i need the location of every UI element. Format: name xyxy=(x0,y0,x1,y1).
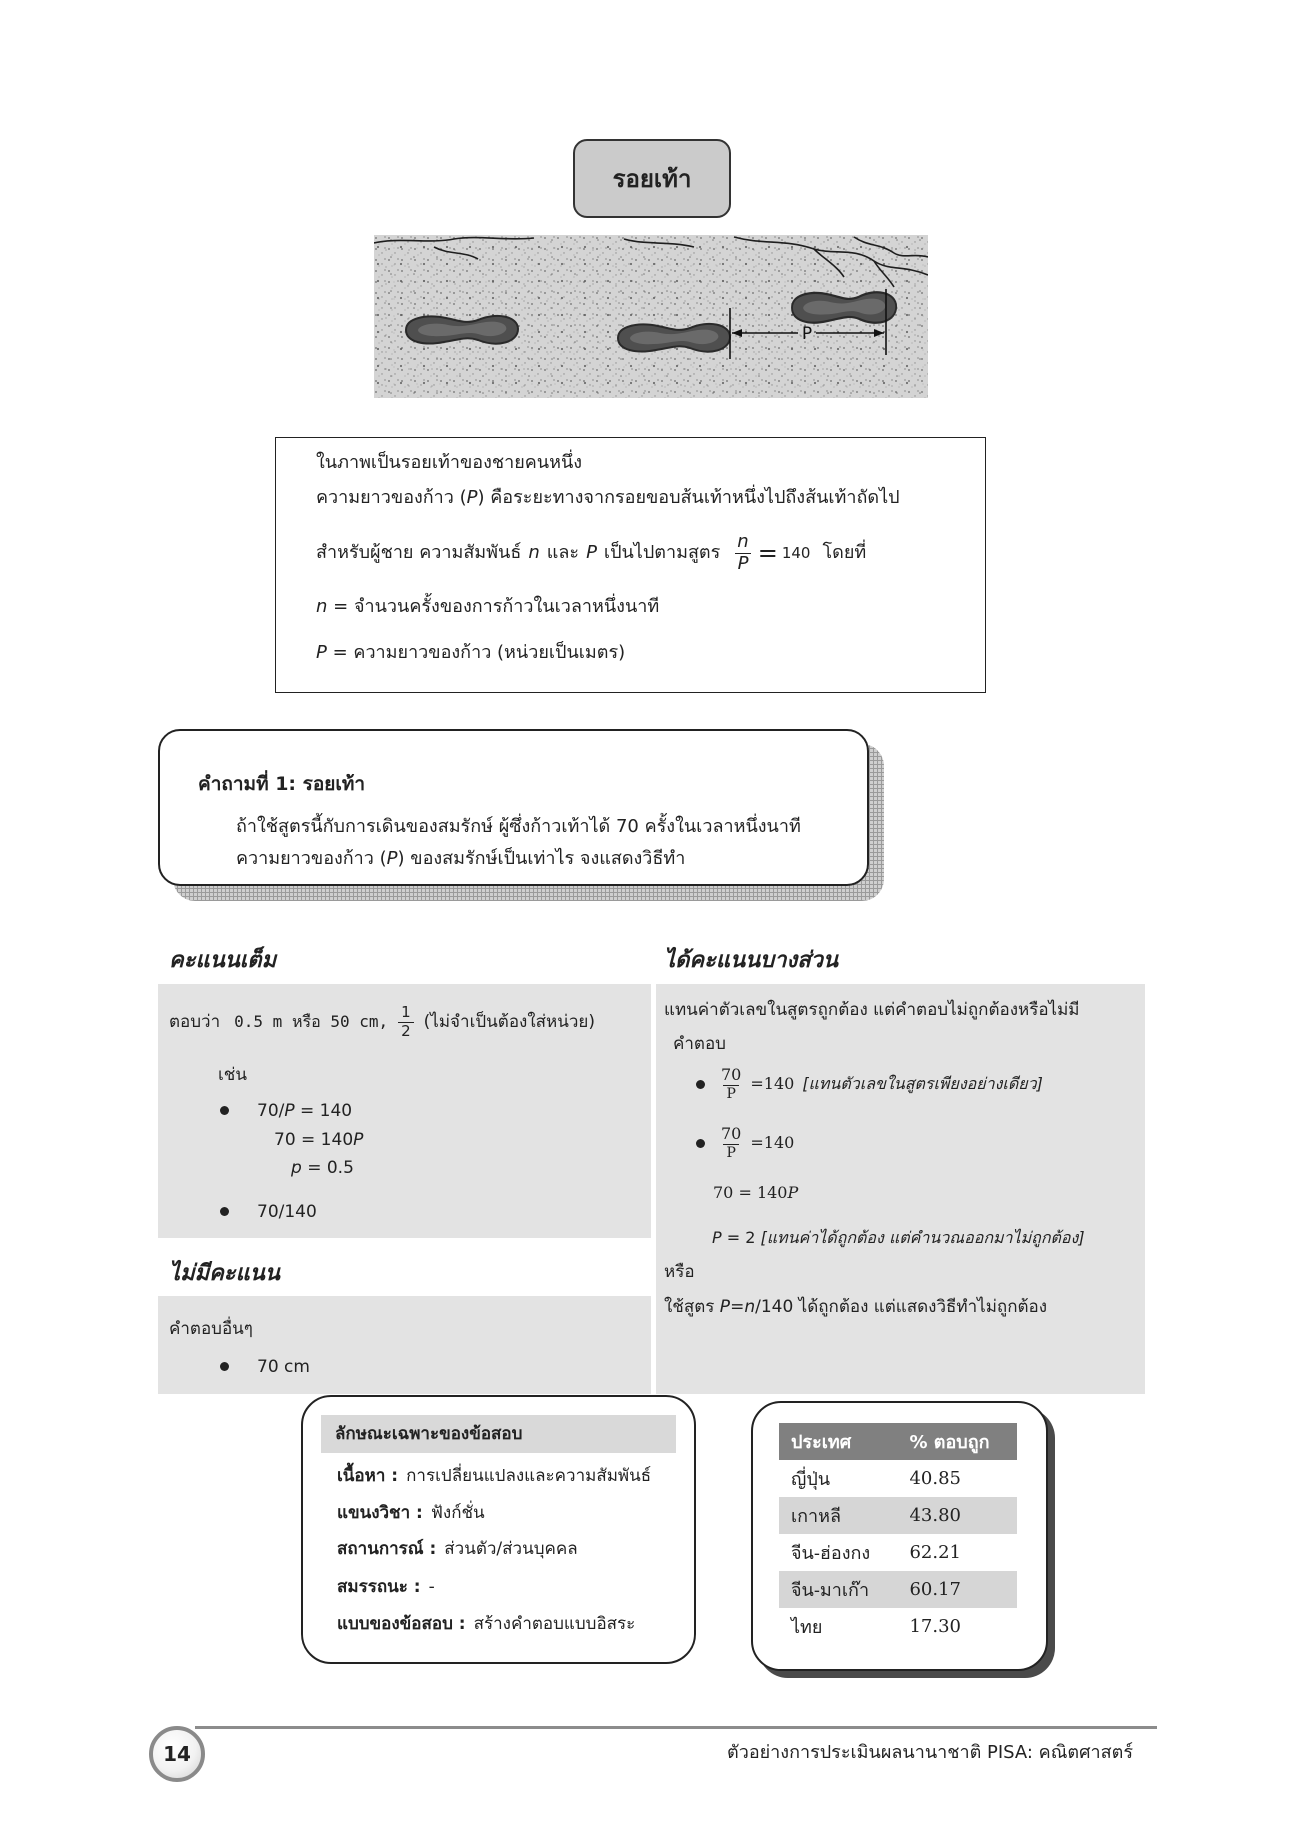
variable-p: P xyxy=(719,1297,731,1317)
table-row xyxy=(779,1571,1017,1608)
variable-p: P xyxy=(353,1130,364,1150)
no-credit-box xyxy=(158,1296,651,1394)
alt-text: ใช้สูตร xyxy=(664,1297,720,1317)
fraction-denominator: P xyxy=(723,1144,738,1161)
item-characteristics-header: ลักษณะเฉพาะของข้อสอบ xyxy=(321,1415,676,1453)
variable-p: P xyxy=(284,1101,295,1121)
intro-text: ความยาวของก้าว ( xyxy=(316,487,467,508)
example-1-line-1 xyxy=(257,1098,352,1124)
partial-bullet-2-line-3 xyxy=(712,1225,1085,1251)
country-cell: จีน-ฮ่องกง xyxy=(791,1543,871,1564)
full-credit-heading: คะแนนเต็ม xyxy=(169,948,277,973)
example-text: 70/ xyxy=(257,1101,285,1121)
table-header-row xyxy=(779,1423,1017,1460)
definition-p xyxy=(316,640,625,666)
fraction-numerator: n xyxy=(737,530,749,552)
spec-value: ส่วนตัว/ส่วนบุคคล xyxy=(444,1539,578,1559)
spec-value: สร้างคำตอบแบบอิสระ xyxy=(473,1614,636,1634)
fraction-denominator: 2 xyxy=(398,1022,414,1040)
partial-bullet-1 xyxy=(712,1060,1043,1108)
answer-prefix: ตอบว่า xyxy=(169,1012,221,1032)
variable-p: P xyxy=(586,542,597,563)
footer-divider xyxy=(195,1726,1157,1729)
no-credit-line-1: คำตอบอื่นๆ xyxy=(169,1319,253,1339)
spec-label: เนื้อหา : xyxy=(337,1466,399,1486)
bullet xyxy=(220,1106,229,1115)
spec-value: การเปลี่ยนแปลงและความสัมพันธ์ xyxy=(406,1466,652,1486)
formula-value: 140 xyxy=(781,544,811,562)
spec-value: - xyxy=(428,1577,435,1597)
question-box xyxy=(158,729,869,886)
partial-bullet-2-line-2 xyxy=(713,1180,798,1206)
definition-text: = ความยาวของก้าว (หน่วยเป็นเมตร) xyxy=(332,642,626,663)
bullet xyxy=(696,1080,705,1089)
intro-text: โดยที่ xyxy=(822,542,867,563)
question-text: ) ของสมรักษ์เป็นเท่าไร จงแสดงวิธีทำ xyxy=(397,848,686,869)
spec-value: ฟังก์ชั่น xyxy=(430,1503,485,1523)
partial-credit-heading: ได้คะแนนบางส่วน xyxy=(664,948,839,973)
partial-note: [แทนค่าได้ถูกต้อง แต่คำนวณออกมาไม่ถูกต้อง] xyxy=(760,1228,1085,1247)
intro-text: เป็นไปตามสูตร xyxy=(603,542,721,563)
intro-line-1: ในภาพเป็นรอยเท้าของชายคนหนึ่ง xyxy=(316,452,583,473)
bullet xyxy=(220,1362,229,1371)
intro-text: ) คือระยะทางจากรอยขอบส้นเท้าหนึ่งไปถึงส้นเท้าถัดไป xyxy=(477,487,900,508)
intro-line-3 xyxy=(316,526,866,580)
percent-cell: 62.21 xyxy=(909,1542,961,1563)
bullet xyxy=(220,1207,229,1216)
formula-fraction xyxy=(734,532,751,574)
variable-n: n xyxy=(528,542,540,563)
example-text: = 140 xyxy=(294,1101,353,1121)
partial-bullet-2 xyxy=(712,1119,794,1167)
percent-cell: 43.80 xyxy=(897,1497,1017,1534)
equals-sign: = xyxy=(757,539,778,567)
table-row xyxy=(779,1608,1017,1645)
intro-text: และ xyxy=(546,542,580,563)
half-fraction xyxy=(398,1004,414,1040)
example-text: 70 = 140 xyxy=(274,1130,354,1150)
country-stats-table xyxy=(779,1423,1017,1645)
example-1-line-3 xyxy=(291,1155,354,1181)
equation-text: = 2 xyxy=(721,1228,761,1247)
country-stats-box xyxy=(751,1401,1048,1671)
column-header-country: ประเทศ xyxy=(779,1423,897,1460)
spec-row-competency xyxy=(337,1574,435,1600)
no-credit-item-1: 70 cm xyxy=(257,1357,310,1377)
partial-line-2: คำตอบ xyxy=(673,1034,726,1054)
example-label: เช่น xyxy=(218,1065,247,1085)
question-line-2 xyxy=(236,846,685,872)
spec-label: แขนงวิชา : xyxy=(337,1503,423,1523)
column-header-percent: % ตอบถูก xyxy=(897,1423,1017,1460)
intro-box xyxy=(275,437,986,693)
partial-note: [แทนตัวเลขในสูตรเพียงอย่างเดียว] xyxy=(802,1074,1043,1093)
equation-text: =140 xyxy=(750,1074,795,1093)
country-cell: ไทย xyxy=(791,1617,823,1638)
full-credit-box xyxy=(158,984,651,1238)
variable-p: P xyxy=(787,1183,799,1202)
question-title: คำถามที่ 1: รอยเท้า xyxy=(198,773,366,795)
page-number: 14 xyxy=(149,1726,205,1782)
table-row xyxy=(779,1534,1017,1571)
spec-row-situation xyxy=(337,1536,578,1562)
fraction-denominator: P xyxy=(735,553,752,575)
variable-p: p xyxy=(291,1158,302,1178)
percent-cell: 60.17 xyxy=(897,1571,1017,1608)
spec-label: แบบของข้อสอบ : xyxy=(337,1614,466,1634)
alt-text: = xyxy=(730,1297,745,1317)
item-characteristics-box xyxy=(301,1395,696,1664)
partial-or: หรือ xyxy=(664,1262,695,1282)
equation-text: 70 = 140 xyxy=(713,1183,788,1202)
percent-cell: 40.85 xyxy=(909,1468,961,1489)
variable-n: n xyxy=(744,1297,756,1317)
intro-line-2 xyxy=(316,485,900,511)
variable-p: P xyxy=(316,642,327,663)
step-length-label: P xyxy=(801,324,813,344)
definition-text: = จำนวนครั้งของการก้าวในเวลาหนึ่งนาที xyxy=(333,596,660,617)
spec-row-strand xyxy=(337,1500,485,1526)
equation-text: =140 xyxy=(750,1133,795,1152)
bullet xyxy=(696,1139,705,1148)
variable-p: P xyxy=(712,1228,722,1247)
example-1-line-2 xyxy=(274,1127,363,1153)
fraction-numerator: 70 xyxy=(721,1124,742,1144)
percent-cell: 17.30 xyxy=(909,1616,961,1637)
spec-row-item-type xyxy=(337,1611,635,1637)
answer-note: (ไม่จำเป็นต้องใส่หน่วย) xyxy=(423,1012,595,1032)
partial-alternative xyxy=(664,1294,1047,1320)
variable-p: P xyxy=(466,487,478,508)
page-title: รอยเท้า xyxy=(573,139,731,218)
table-row xyxy=(779,1497,1017,1534)
partial-fraction xyxy=(718,1066,744,1101)
partial-line-1: แทนค่าตัวเลขในสูตรถูกต้อง แต่คำตอบไม่ถูกต้องหรือไม่มี xyxy=(664,1000,1080,1020)
variable-n: n xyxy=(316,596,328,617)
alt-text: /140 ได้ถูกต้อง แต่แสดงวิธีทำไม่ถูกต้อง xyxy=(755,1297,1048,1317)
fraction-numerator: 1 xyxy=(401,1003,411,1022)
spec-row-content xyxy=(337,1463,651,1489)
table-row xyxy=(779,1460,1017,1497)
full-credit-answer xyxy=(169,996,595,1048)
country-cell: เกาหลี xyxy=(779,1497,897,1534)
partial-fraction xyxy=(718,1125,744,1160)
example-2: 70/140 xyxy=(257,1202,317,1222)
question-line-1: ถ้าใช้สูตรนี้กับการเดินของสมรักษ์ ผู้ซึ่งก้าวเท้าได้ 70 ครั้งในเวลาหนึ่งนาที xyxy=(236,816,801,837)
intro-text: สำหรับผู้ชาย ความสัมพันธ์ xyxy=(316,542,522,563)
footer-title: ตัวอย่างการประเมินผลนานาชาติ PISA: คณิตศาสตร์ xyxy=(727,1742,1133,1763)
fraction-denominator: P xyxy=(723,1085,738,1102)
partial-credit-box xyxy=(656,984,1145,1394)
answer-value: 0.5 m หรือ 50 cm, xyxy=(234,1012,389,1031)
footprints-photo xyxy=(374,235,928,398)
spec-label: สมรรถนะ : xyxy=(337,1577,421,1597)
fraction-numerator: 70 xyxy=(721,1065,742,1085)
variable-p: P xyxy=(386,848,398,869)
country-cell: ญี่ปุ่น xyxy=(791,1469,831,1490)
no-credit-heading: ไม่มีคะแนน xyxy=(169,1261,280,1286)
example-text: = 0.5 xyxy=(301,1158,354,1178)
question-text: ความยาวของก้าว ( xyxy=(236,848,387,869)
country-cell: จีน-มาเก๊า xyxy=(779,1571,897,1608)
spec-label: สถานการณ์ : xyxy=(337,1539,437,1559)
definition-n xyxy=(316,594,659,620)
